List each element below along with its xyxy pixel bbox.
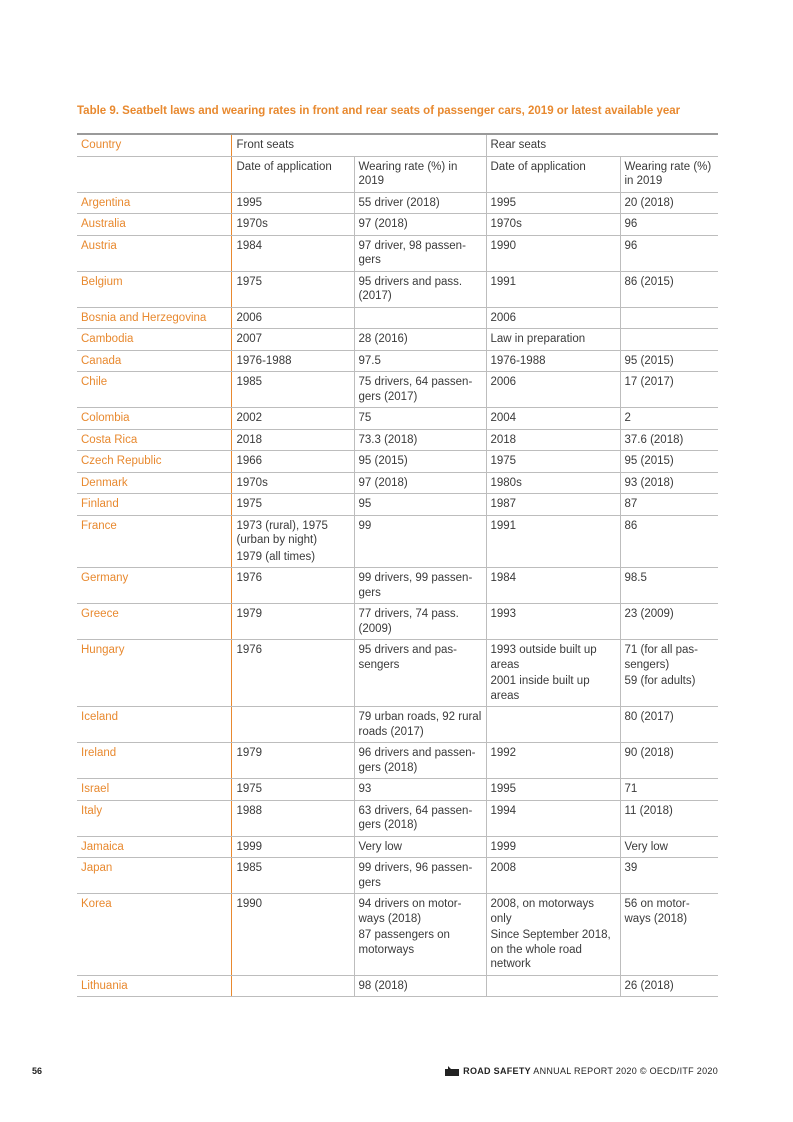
cell-country: Czech Republic xyxy=(77,451,231,473)
cell-rear-date xyxy=(486,307,620,329)
cell-line: 95 drivers and pas-sengers xyxy=(358,644,457,671)
cell-country: Italy xyxy=(77,800,231,836)
cell-line: 55 driver (2018) xyxy=(358,196,440,209)
cell-line: Since September 2018, on the whole road network xyxy=(490,929,611,970)
cell-rear-rate xyxy=(620,779,718,801)
table-row xyxy=(77,429,718,451)
cell-rear-rate xyxy=(620,836,718,858)
cell-line: 1984 xyxy=(236,239,263,252)
cell-rear-rate xyxy=(620,192,718,214)
cell-line: 1966 xyxy=(236,455,263,467)
cell-rear-rate xyxy=(620,894,718,976)
cell-rear-date xyxy=(486,472,620,494)
cell-line: 23 (2009) xyxy=(624,608,674,620)
cell-line: 87 xyxy=(624,498,638,510)
cell-line: 95 drivers and pass. (2017) xyxy=(358,275,463,302)
cell-front-rate xyxy=(354,494,486,516)
table-row xyxy=(77,707,718,743)
cell-rear-date xyxy=(486,494,620,516)
cell-front-rate xyxy=(354,429,486,451)
cell-rear-date xyxy=(486,894,620,976)
cell-line: 1975 xyxy=(236,275,263,288)
report-copyright: ANNUAL REPORT 2020 © OECD/ITF 2020 xyxy=(533,1066,718,1076)
cell-line: 86 (2015) xyxy=(624,275,674,288)
cell-rear-date xyxy=(486,743,620,779)
cell-rear-rate xyxy=(620,604,718,640)
table-row xyxy=(77,515,718,568)
header-front-seats: Front seats xyxy=(231,134,486,156)
cell-country: Bosnia and Herzegovina xyxy=(77,307,231,329)
cell-rear-rate xyxy=(620,429,718,451)
cell-line: 1973 (rural), 1975 (urban by night) xyxy=(236,519,328,546)
table-row xyxy=(77,451,718,473)
cell-rear-rate xyxy=(620,975,718,997)
cell-line: 80 (2017) xyxy=(624,711,674,723)
header-country: Country xyxy=(77,134,231,156)
cell-front-date xyxy=(231,350,354,372)
cell-rear-date xyxy=(486,271,620,307)
cell-rear-date xyxy=(486,858,620,894)
cell-front-rate xyxy=(354,271,486,307)
cell-front-date xyxy=(231,975,354,997)
cell-line: 20 (2018) xyxy=(624,196,674,209)
cell-rear-date xyxy=(486,604,620,640)
cell-line: 1991 xyxy=(490,519,517,532)
cell-line: 1976 xyxy=(236,572,263,584)
cell-front-rate xyxy=(354,894,486,976)
cell-front-date xyxy=(231,214,354,236)
cell-country: Ireland xyxy=(77,743,231,779)
cell-line: 96 xyxy=(624,239,638,252)
report-footer xyxy=(445,1066,718,1078)
cell-line: 2008 xyxy=(490,862,517,874)
cell-front-rate xyxy=(354,408,486,430)
cell-line: 1976-1988 xyxy=(490,354,546,367)
cell-front-date xyxy=(231,235,354,271)
cell-line: 1970s xyxy=(236,218,268,230)
cell-line: 1995 xyxy=(490,196,517,209)
cell-front-date xyxy=(231,494,354,516)
cell-front-rate xyxy=(354,800,486,836)
table-row xyxy=(77,214,718,236)
cell-line: 1976 xyxy=(236,644,263,656)
table-body xyxy=(77,192,718,997)
cell-line: 93 (2018) xyxy=(624,476,674,489)
cell-line: 2007 xyxy=(236,333,263,345)
cell-front-rate xyxy=(354,214,486,236)
table-row xyxy=(77,858,718,894)
table-row xyxy=(77,472,718,494)
cell-line: 1991 xyxy=(490,275,517,288)
cell-front-rate xyxy=(354,350,486,372)
cell-rear-rate xyxy=(620,372,718,408)
cell-line: 2 xyxy=(624,412,631,424)
cell-line: 97 driver, 98 passen-gers xyxy=(358,239,466,266)
cell-front-rate xyxy=(354,192,486,214)
cell-line: Very low xyxy=(358,840,402,853)
cell-front-date xyxy=(231,472,354,494)
cell-line: 17 (2017) xyxy=(624,376,674,388)
cell-front-date xyxy=(231,568,354,604)
cell-rear-date xyxy=(486,408,620,430)
cell-country: Japan xyxy=(77,858,231,894)
cell-rear-date xyxy=(486,836,620,858)
page-number: 56 xyxy=(32,1066,43,1076)
cell-line: 1994 xyxy=(490,804,517,817)
cell-line: 75 drivers, 64 passen-gers (2017) xyxy=(358,376,473,403)
cell-line: 98.5 xyxy=(624,572,647,584)
cell-line: 1979 (all times) xyxy=(236,550,316,563)
cell-line: Very low xyxy=(624,840,668,853)
cell-country: Jamaica xyxy=(77,836,231,858)
cell-line: 97 (2018) xyxy=(358,476,408,489)
itf-logo-icon xyxy=(445,1066,459,1078)
cell-line: 2002 xyxy=(236,412,263,424)
cell-front-date xyxy=(231,515,354,568)
cell-rear-rate xyxy=(620,707,718,743)
table-row xyxy=(77,372,718,408)
cell-line: 99 drivers, 96 passen-gers xyxy=(358,862,473,889)
cell-country: Hungary xyxy=(77,640,231,707)
cell-line: 95 (2015) xyxy=(624,354,674,367)
cell-country: Cambodia xyxy=(77,329,231,351)
cell-line: 26 (2018) xyxy=(624,979,674,992)
cell-front-rate xyxy=(354,604,486,640)
cell-rear-rate xyxy=(620,271,718,307)
cell-line: 95 xyxy=(358,498,372,510)
cell-line: 77 drivers, 74 pass. (2009) xyxy=(358,608,459,635)
cell-front-date xyxy=(231,779,354,801)
cell-front-rate xyxy=(354,707,486,743)
cell-front-date xyxy=(231,451,354,473)
cell-country: Korea xyxy=(77,894,231,976)
table-row xyxy=(77,494,718,516)
cell-rear-date xyxy=(486,800,620,836)
cell-rear-date xyxy=(486,214,620,236)
cell-line: 96 xyxy=(624,218,638,230)
cell-rear-rate xyxy=(620,307,718,329)
cell-front-rate xyxy=(354,515,486,568)
cell-line: 1992 xyxy=(490,747,517,759)
table-row xyxy=(77,271,718,307)
cell-line: 39 xyxy=(624,862,638,874)
cell-line: 1980s xyxy=(490,476,522,489)
cell-front-rate xyxy=(354,836,486,858)
cell-line: 1970s xyxy=(490,218,522,230)
table-row xyxy=(77,408,718,430)
cell-line: 11 (2018) xyxy=(624,804,673,817)
cell-rear-date xyxy=(486,429,620,451)
cell-country: Argentina xyxy=(77,192,231,214)
cell-line: 79 urban roads, 92 rural roads (2017) xyxy=(358,711,482,738)
cell-front-date xyxy=(231,604,354,640)
cell-rear-rate xyxy=(620,329,718,351)
cell-front-date xyxy=(231,372,354,408)
cell-country: Finland xyxy=(77,494,231,516)
cell-rear-date xyxy=(486,707,620,743)
cell-line: 94 drivers on motor-ways (2018) xyxy=(358,898,462,925)
cell-front-rate xyxy=(354,451,486,473)
header-front-date: Date of application xyxy=(231,156,354,192)
cell-line: 2006 xyxy=(490,311,517,324)
cell-line: 1993 outside built up areas xyxy=(490,644,597,671)
cell-line: 63 drivers, 64 passen-gers (2018) xyxy=(358,804,473,831)
header-rear-date: Date of application xyxy=(486,156,620,192)
table-row xyxy=(77,307,718,329)
cell-line: 1975 xyxy=(236,783,263,795)
cell-front-rate xyxy=(354,640,486,707)
cell-rear-rate xyxy=(620,800,718,836)
cell-line: 37.6 (2018) xyxy=(624,433,684,446)
cell-rear-date xyxy=(486,515,620,568)
cell-rear-rate xyxy=(620,408,718,430)
cell-line: 1990 xyxy=(490,239,517,252)
cell-line: 1988 xyxy=(236,804,263,817)
cell-line: 2018 xyxy=(490,433,517,446)
cell-rear-rate xyxy=(620,858,718,894)
cell-line: 2001 inside built up areas xyxy=(490,675,590,702)
cell-line: 86 xyxy=(624,519,638,532)
cell-line: 2004 xyxy=(490,412,517,424)
header-front-rate: Wearing rate (%) in 2019 xyxy=(354,156,486,192)
cell-front-rate xyxy=(354,329,486,351)
cell-front-date xyxy=(231,408,354,430)
cell-rear-date xyxy=(486,192,620,214)
cell-line: 1987 xyxy=(490,498,517,510)
cell-front-rate xyxy=(354,743,486,779)
cell-rear-rate xyxy=(620,568,718,604)
cell-line: 1999 xyxy=(490,840,517,853)
cell-line: 97 (2018) xyxy=(358,218,408,230)
cell-country: France xyxy=(77,515,231,568)
cell-rear-rate xyxy=(620,494,718,516)
header-row-sub xyxy=(77,156,718,192)
cell-front-rate xyxy=(354,568,486,604)
cell-country: Belgium xyxy=(77,271,231,307)
cell-country: Lithuania xyxy=(77,975,231,997)
cell-line: 95 (2015) xyxy=(624,455,674,467)
table-row xyxy=(77,800,718,836)
cell-rear-date xyxy=(486,568,620,604)
cell-line: 93 xyxy=(358,783,372,795)
table-row xyxy=(77,743,718,779)
table-row xyxy=(77,640,718,707)
cell-rear-date xyxy=(486,975,620,997)
cell-line: 1990 xyxy=(236,898,263,910)
cell-rear-date xyxy=(486,372,620,408)
cell-front-date xyxy=(231,329,354,351)
cell-line: 1975 xyxy=(490,455,517,467)
cell-front-date xyxy=(231,271,354,307)
cell-line: 1985 xyxy=(236,376,263,388)
table-row xyxy=(77,604,718,640)
table-row xyxy=(77,568,718,604)
cell-front-rate xyxy=(354,975,486,997)
cell-rear-date xyxy=(486,640,620,707)
cell-line: 71 (for all pas-sengers) xyxy=(624,644,699,671)
cell-line: 98 (2018) xyxy=(358,979,408,992)
cell-line: 95 (2015) xyxy=(358,455,408,467)
table-row xyxy=(77,894,718,976)
cell-line: 1975 xyxy=(236,498,263,510)
cell-front-date xyxy=(231,836,354,858)
cell-front-rate xyxy=(354,472,486,494)
cell-rear-rate xyxy=(620,472,718,494)
cell-front-date xyxy=(231,858,354,894)
cell-front-date xyxy=(231,743,354,779)
cell-front-rate xyxy=(354,235,486,271)
cell-country: Austria xyxy=(77,235,231,271)
cell-country: Australia xyxy=(77,214,231,236)
cell-line: 1985 xyxy=(236,862,263,874)
cell-line: 59 (for adults) xyxy=(624,675,696,687)
cell-line: 73.3 (2018) xyxy=(358,433,418,446)
cell-line: 1993 xyxy=(490,608,517,620)
cell-rear-rate xyxy=(620,350,718,372)
cell-line: 2006 xyxy=(490,376,517,388)
cell-country: Iceland xyxy=(77,707,231,743)
cell-front-date xyxy=(231,800,354,836)
report-name: ROAD SAFETY xyxy=(463,1066,531,1076)
table-row xyxy=(77,192,718,214)
header-rear-seats: Rear seats xyxy=(486,134,718,156)
cell-line: 2006 xyxy=(236,311,263,324)
cell-line: 99 drivers, 99 passen-gers xyxy=(358,572,473,599)
cell-line: 96 drivers and passen-gers (2018) xyxy=(358,747,476,774)
cell-rear-date xyxy=(486,350,620,372)
table-row xyxy=(77,329,718,351)
cell-front-date xyxy=(231,429,354,451)
cell-rear-rate xyxy=(620,515,718,568)
cell-line: 71 xyxy=(624,783,638,795)
cell-line: Law in preparation xyxy=(490,333,586,345)
cell-country: Denmark xyxy=(77,472,231,494)
table-row xyxy=(77,975,718,997)
cell-line: 1995 xyxy=(236,196,263,209)
seatbelt-table xyxy=(77,133,718,997)
cell-rear-date xyxy=(486,329,620,351)
cell-line: 1995 xyxy=(490,783,517,795)
cell-rear-rate xyxy=(620,451,718,473)
cell-country: Colombia xyxy=(77,408,231,430)
cell-front-rate xyxy=(354,372,486,408)
cell-country: Greece xyxy=(77,604,231,640)
table-row xyxy=(77,235,718,271)
cell-line: 99 xyxy=(358,519,372,532)
cell-rear-rate xyxy=(620,640,718,707)
cell-front-date xyxy=(231,192,354,214)
cell-line: 1970s xyxy=(236,476,268,489)
cell-rear-date xyxy=(486,451,620,473)
cell-rear-rate xyxy=(620,743,718,779)
cell-rear-date xyxy=(486,235,620,271)
table-title: Table 9. Seatbelt laws and wearing rates in front and rear seats of passenger cars, 2019 or latest available year xyxy=(77,105,681,117)
cell-line: 97.5 xyxy=(358,354,381,367)
cell-line: 1979 xyxy=(236,747,263,759)
cell-country: Germany xyxy=(77,568,231,604)
cell-line: 1999 xyxy=(236,840,263,853)
cell-line: 2018 xyxy=(236,433,263,446)
table-row xyxy=(77,779,718,801)
table-row xyxy=(77,350,718,372)
cell-front-rate xyxy=(354,779,486,801)
cell-front-date xyxy=(231,307,354,329)
cell-line: 2008, on motorways only xyxy=(490,898,595,925)
cell-line: 1979 xyxy=(236,608,263,620)
cell-front-date xyxy=(231,707,354,743)
cell-line: 90 (2018) xyxy=(624,747,674,759)
cell-country: Canada xyxy=(77,350,231,372)
header-row-groups xyxy=(77,134,718,156)
cell-line: 1984 xyxy=(490,572,517,584)
cell-front-rate xyxy=(354,307,486,329)
cell-country: Chile xyxy=(77,372,231,408)
cell-country: Costa Rica xyxy=(77,429,231,451)
cell-line: 1976-1988 xyxy=(236,354,292,367)
cell-line: 56 on motor-ways (2018) xyxy=(624,898,690,925)
cell-line: 87 passengers on motorways xyxy=(358,929,450,956)
cell-front-date xyxy=(231,894,354,976)
cell-line: 28 (2016) xyxy=(358,333,408,345)
cell-rear-rate xyxy=(620,235,718,271)
header-rear-rate: Wearing rate (%) in 2019 xyxy=(620,156,718,192)
cell-rear-rate xyxy=(620,214,718,236)
cell-line: 75 xyxy=(358,412,372,424)
table-row xyxy=(77,836,718,858)
cell-country: Israel xyxy=(77,779,231,801)
cell-rear-date xyxy=(486,779,620,801)
cell-front-date xyxy=(231,640,354,707)
cell-front-rate xyxy=(354,858,486,894)
